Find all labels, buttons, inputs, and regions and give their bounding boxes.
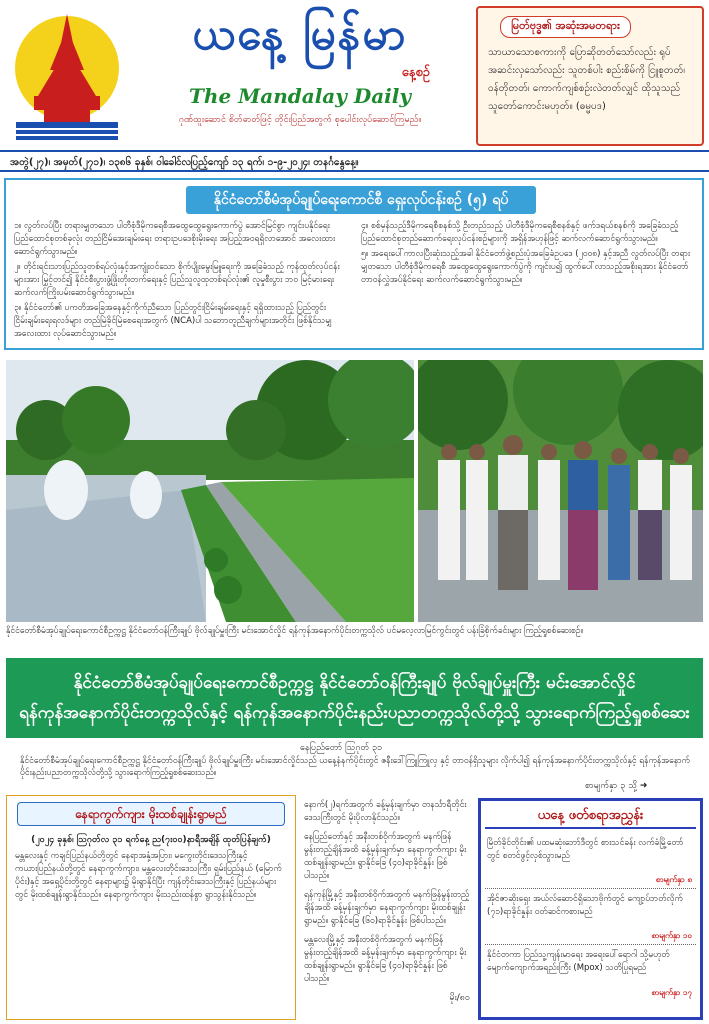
newspaper-title-block [130, 4, 470, 154]
buddha-teaching-box [476, 6, 704, 146]
weather-title: နေရာကွက်ကျား မိုးထစ်ချုန်းရွာမည် [17, 802, 285, 826]
index-item-page[interactable]: စာမျက်နှာ ၁၀ [651, 931, 692, 940]
photo-caption: နိုင်ငံတော်စီမံအုပ်ချုပ်ရေးကောင်စီဥက္ကဋ္ဌ နိုင်ငံတော်ဝန်ကြီးချုပ် ဗိုလ်ချုပ်မှူးကြီး မင်းအောင်လှိုင် ရန်ကုန်အနောက်ပိုင်းတက္ကသိုလ် ပင်မလေ့လာမြင်ကွင်းတွင် ပန်းခြံစိုက်ခင်းများ ကြည့်ရှုစစ်ဆေးစဉ်။ [6, 626, 584, 636]
officials-inspection-image [418, 360, 703, 622]
index-item[interactable] [485, 945, 696, 1001]
today-index-box [478, 798, 703, 1020]
lead-columns [14, 220, 694, 343]
lead-item: ၁။ လွတ်လပ်ပြီး တရားမျှတသော ပါတီစုံဒီမိုကရေစီအထွေထွေရွေးကောက်ပွဲ အောင်မြင်စွာ ကျင်းပနိုင်ရေး ပြည်ထောင်စုတစ်ခုလုံး တည်ငြိမ်အေးချမ်းရေး တရားဥပဒေစိုးမိုးရေး အပြည့်အဝရရှိလာအောင် အလေးထားဆောင်ရွက်သွားမည်။ [14, 221, 336, 257]
lead-item: ၂။ တိုင်းရင်းသားပြည်သူတစ်ရပ်လုံးနှင့်အကျုံးဝင်သော စိုက်ပျိုးမွေးမြူရေးကို အခြေခံသည့် ကုန်ထုတ်လုပ်ငန်းများအား မြှင့်တင်၍ နိုင်ငံစီးပွားဖွံ့ဖြိုးတိုးတက်ရေးနှင့် ပြည်သူလူထုတစ်ရပ်လုံး၏ လူမှုစီးပွား ဘဝ မြင့်မားရေး ဆက်လက်ကြိုးပမ်းဆောင်ရွက်သွားမည်။ [14, 262, 340, 298]
quote-title: မြတ်ဗုဒ္ဓ၏ အဆုံးအမတရား [500, 16, 631, 38]
lead-item: ၃။ နိုင်ငံတော်၏ ပကတိအခြေအနေနှင့်ကိုက်ညီသော ပြည်တွင်းငြိမ်းချမ်းရေးနှင့် ရရှိထားသည့် ပြည်တွင်းငြိမ်းချမ်းရေးရလဒ်များ တည်မြဲခိုင်မြဲစေရေးအတွက် (NCA)ပါ သဘောတူညီချက်များအတိုင်း ဖြစ်နိုင်သမျှ အလေးထား လုပ်ဆောင်သွားမည်။ [14, 303, 332, 339]
article-deck: နိုင်ငံတော်စီမံအုပ်ချုပ်ရေးကောင်စီဥက္ကဋ္ဌ နိုင်ငံတော်ဝန်ကြီးချုပ် ဗိုလ်ချုပ်မှူးကြီး မင်းအောင်လှိုင်သည် ယနေ့နံနက်ပိုင်းတွင် ဇနီးဒေါ်ကြူကြူလှ နှင့် တာဝန်ရှိသူများ လိုက်ပါ၍ ရန်ကုန်အနောက်ပိုင်းတက္ကသိုလ်နှင့် ရန်ကုန်အနောက်ပိုင်းနည်းပညာတက္ကသိုလ်တို့သို့ သွားရောက်ကြည့်ရှုစစ်ဆေးသည်။ [20, 756, 690, 778]
forecast-item: မန္တလေးမြို့နှင့် အနီးတစ်ဝိုက်အတွက် မနက်ဖြန်မွန်းတည့်ချိန်အထိ ခန့်မှန်းချက်မှာ နေရာကွက်ကျား မိုးထစ်ချုန်းရွာမည်။ ရွာနိုင်ခြေ (၄၀)ရာခိုင်နှုန်း ဖြစ်ပါသည်။ [304, 935, 467, 984]
masthead [0, 0, 709, 150]
forecast-item: နောက်(၂)ရက်အတွက် ခန့်မှန်းချက်မှာ တနင်္သာရီတိုင်းဒေသကြီးတွင် မိုးပိုလာနိုင်သည်။ [304, 800, 467, 823]
lead-objectives-box [4, 178, 704, 350]
lead-column-right [361, 220, 694, 343]
forecast-item: ရန်ကုန်မြို့နှင့် အနီးတစ်ဝိုက်အတွက် မနက်ဖြန်မွန်းတည့်ချိန်အထိ ခန့်မှန်းချက်မှာ နေရာကွက်ကျား မိုးထစ်ချုန်းရွာမည်။ ရွာနိုင်ခြေ (၆၀)ရာခိုင်နှုန်း ဖြစ်ပါသည်။ [304, 890, 470, 926]
forecast-column [302, 795, 472, 1020]
newspaper-title: ယနေ့ မြန်မာ [192, 9, 408, 60]
weather-text: မန္တလေးနှင့် ကချင်ပြည်နယ်တို့တွင် နေရာအနှံ့အပြား၊ မကွေးတိုင်းဒေသကြီးနှင့် ကယားပြည်နယ်တို့တွင် နေရာကွက်ကျား၊ မန္တလေးတိုင်းဒေသကြီး၊ ရှမ်းပြည်နယ် (မြောက်ပိုင်း)နှင့် အရှေ့ပိုင်းတို့တွင် နေရာများ၌ မိုးရွာနိုင်ပြီး ကျန်တိုင်းဒေသကြီးနှင့် ပြည်နယ်များတွင် မိုးထစ်ချုန်းရွာနိုင်သည်။ နေရာကွက်ကျား မိုးသည်းထန်စွာ ရွာသွန်းနိုင်သည်။ [15, 851, 282, 900]
quote-body: သာယာသောစကားကို ပြောဆိုတတ်သော်လည်း ရုပ်အဆင်းလှသော်လည်း သူတစ်ပါး စည်းစိမ်ကို ငြူစူတတ်၊ ဝန်တိုတတ်၊ ကောက်ကျစ်စဉ်းလဲတတ်လျှင် ထိုသူသည် သူတော်ကောင်းမဟုတ်။ [488, 47, 685, 112]
weather-box [6, 795, 296, 1020]
index-item-text: မြိတ်ခိုင်တိုင်း၏ ပထမဆုံးဘော်ဒီတွင် စားသင်ခန်း လက်ခံမြို့တော်တွင် စတင်ဖွင့်လှစ်သွားမည် [487, 838, 684, 861]
lead-title: နိုင်ငံတော်စီမံအုပ်ချုပ်ရေးကောင်စီ ရှေးလုပ်ငန်းစဉ် (၅) ရပ် [186, 186, 536, 214]
index-item[interactable] [485, 833, 696, 889]
pagoda-logo-icon [8, 8, 126, 144]
index-item-page[interactable]: စာမျက်နှာ ၈ [655, 875, 692, 884]
index-item-text: အိုင်ဇာဆိုးရှေး အယ်လ်ဆောင်ရှိသောဗိုက်တွင် ကျော့ပ်ဘတ်လိုက် (၇၁)ရာခိုင်နှုန်း ဝတ်ဆင်ကစားမည် [487, 894, 683, 917]
officials-inspection-photo [418, 360, 703, 622]
quote-source: (ဓမ္မပဒ) [575, 101, 606, 112]
newspaper-title-english: The Mandalay Daily [189, 84, 411, 108]
headline-line-2: ရန်ကုန်အနောက်ပိုင်းတက္ကသိုလ်နှင့် ရန်ကုန်အနောက်ပိုင်းနည်းပညာတက္ကသိုလ်တို့သို့ သွားရောက်ကြည့်ရှုစစ်ဆေး [19, 703, 690, 723]
fountain-park-photo [6, 360, 414, 622]
forecast-item: နေပြည်တော်နှင့် အနီးတစ်ဝိုက်အတွက် မနက်ဖြန်မွန်းတည့်ချိန်အထိ ခန့်မှန်းချက်မှာ နေရာကွက်ကျား မိုးထစ်ချုန်းရွာမည်။ ရွာနိုင်ခြေ (၄၀)ရာခိုင်နှုန်း ဖြစ်ပါသည်။ [304, 832, 467, 881]
weather-date: (၂၀၂၄ ခုနှစ်၊ ဩဂုတ်လ ၃၁ ရက်နေ့ ည(၇း၀၀)နာရီအချိန် ထုတ်ပြန်ချက်) [31, 835, 271, 845]
forecast-sign: မိုး/၈၀ [449, 993, 470, 1003]
weather-body [7, 832, 295, 904]
index-item-page[interactable]: စာမျက်နှာ ၁၇ [651, 988, 692, 997]
index-title: ယနေ့ ဖတ်စရာအညွှန်း [485, 805, 696, 829]
headline-line-1: နိုင်ငံတော်စီမံအုပ်ချုပ်ရေးကောင်စီဥက္ကဋ္ဌ နိုင်ငံတော်ဝန်ကြီးချုပ် ဗိုလ်ချုပ်မှူးကြီး မင်းအောင်လှိုင် [73, 673, 636, 693]
lead-item: ၄။ စစ်မှန်သည့်ဒီမိုကရေစီစနစ်သို့ ဦးတည်သည့် ပါတီစုံဒီမိုကရေစီစနစ်နှင့် ဖက်ဒရယ်စနစ်ကို အခြေခံသည့် ပြည်ထောင်စုတည်ဆောက်ရေးလုပ်ငန်းစဉ်များကို အရှိန်အဟုန်ဖြင့် ဆက်လက်ဆောင်ရွက်သွားမည်။ [361, 221, 679, 244]
fountain-park-image [6, 360, 414, 622]
main-headline[interactable] [6, 658, 703, 738]
continued-link[interactable]: စာမျက်နှာ ၃ သို့ ➜ [585, 781, 648, 791]
dateline: အတွဲ(၂၇)၊ အမှတ်(၂၇၁)၊ ၁၃၈၆ ခုနှစ်၊ ဝါခေါင်လပြည့်ကျော် ၁၃ ရက်၊ ၁-၉-၂၀၂၄၊ တနင်္ဂနွေနေ့။ [0, 150, 709, 172]
newspaper-subtitle: နေ့စဉ် [401, 65, 430, 80]
index-item[interactable] [485, 889, 696, 945]
article-byline: နေပြည်တော် ဩဂုတ် ၃၁ [300, 743, 383, 753]
lead-item: ၅။ အရေးပေါ်ကာလပြီးဆုံးသည့်အခါ နိုင်ငံတော်ဖွဲ့စည်းပုံအခြေခံဥပဒေ (၂၀၀၈) နှင့်အညီ လွတ်လပ်ပြီး တရားမျှတသော ပါတီစုံဒီမိုကရေစီ အထွေထွေရွေးကောက်ပွဲကို ကျင်းပ၍ ထွက်ပေါ်လာသည့်အစိုးရအား နိုင်ငံတော်တာဝန်လွှဲအပ်နိုင်ရေး ဆက်လက်ဆောင်ရွက်သွားမည်။ [361, 249, 690, 285]
masthead-slogan: ဂုဏ်ထူးဆောင် စိတ်ဓာတ်ဖြင့် တိုင်းပြည်အတွက် စုပေါင်းလုပ်ဆောင်ကြမည်။ [178, 115, 422, 125]
lead-column-left [14, 220, 347, 343]
quote-text [488, 44, 692, 116]
index-item-text: နိုင်ငံတကာ ပြည်သူ့ကျန်းမာရေး အရေးပေါ်ရောဂါ သို့မဟုတ် မျောက်ကျောက်အရည်းကြီး (Mpox) သတိပြုရမည် [487, 950, 670, 973]
